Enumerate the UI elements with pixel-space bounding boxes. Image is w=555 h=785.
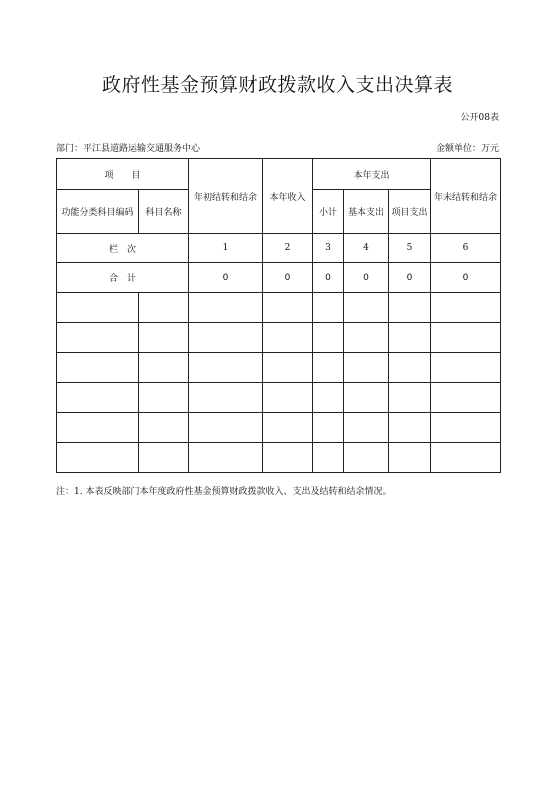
total-value: 0 bbox=[389, 263, 431, 293]
empty-cell bbox=[263, 413, 313, 443]
empty-cell bbox=[189, 353, 263, 383]
empty-cell bbox=[389, 323, 431, 353]
empty-cell bbox=[313, 383, 344, 413]
header-subject-name: 科目名称 bbox=[139, 190, 189, 234]
empty-row bbox=[57, 353, 501, 383]
empty-cell bbox=[431, 383, 501, 413]
empty-cell bbox=[263, 323, 313, 353]
empty-cell bbox=[389, 413, 431, 443]
empty-cell bbox=[139, 323, 189, 353]
empty-cell bbox=[431, 413, 501, 443]
empty-cell bbox=[389, 443, 431, 473]
header-subtotal: 小计 bbox=[313, 190, 344, 234]
form-code: 公开08表 bbox=[460, 113, 499, 123]
empty-cell bbox=[389, 383, 431, 413]
empty-cell bbox=[344, 323, 389, 353]
empty-cell bbox=[57, 353, 139, 383]
total-value: 0 bbox=[344, 263, 389, 293]
empty-cell bbox=[57, 383, 139, 413]
empty-row bbox=[57, 383, 501, 413]
empty-cell bbox=[344, 443, 389, 473]
total-value: 0 bbox=[263, 263, 313, 293]
empty-cell bbox=[344, 383, 389, 413]
empty-cell bbox=[431, 353, 501, 383]
column-number: 2 bbox=[263, 234, 313, 263]
empty-cell bbox=[313, 443, 344, 473]
empty-row bbox=[57, 413, 501, 443]
column-number-row bbox=[57, 234, 501, 263]
empty-cell bbox=[139, 353, 189, 383]
empty-cell bbox=[263, 293, 313, 323]
empty-cell bbox=[139, 293, 189, 323]
header-basic-expense: 基本支出 bbox=[344, 190, 389, 234]
empty-cell bbox=[57, 323, 139, 353]
total-row bbox=[57, 263, 501, 293]
column-number: 4 bbox=[344, 234, 389, 263]
empty-cell bbox=[139, 413, 189, 443]
header-row-1 bbox=[57, 159, 501, 190]
header-current-expense: 本年支出 bbox=[313, 159, 431, 190]
empty-cell bbox=[389, 293, 431, 323]
empty-cell bbox=[344, 353, 389, 383]
empty-cell bbox=[189, 413, 263, 443]
empty-cell bbox=[313, 323, 344, 353]
empty-cell bbox=[431, 323, 501, 353]
empty-cell bbox=[57, 413, 139, 443]
total-value: 0 bbox=[313, 263, 344, 293]
total-label: 合 计 bbox=[57, 263, 189, 293]
empty-cell bbox=[313, 353, 344, 383]
footnote: 注：1. 本表反映部门本年度政府性基金预算财政拨款收入、支出及结转和结余情况。 bbox=[56, 487, 392, 497]
empty-cell bbox=[263, 353, 313, 383]
header-opening-balance: 年初结转和结余 bbox=[189, 159, 263, 234]
empty-cell bbox=[189, 323, 263, 353]
empty-cell bbox=[139, 443, 189, 473]
department-label: 部门：平江县道路运输交通服务中心 bbox=[56, 144, 201, 154]
empty-row bbox=[57, 323, 501, 353]
total-value: 0 bbox=[431, 263, 501, 293]
empty-cell bbox=[313, 293, 344, 323]
empty-cell bbox=[57, 443, 139, 473]
empty-cell bbox=[57, 293, 139, 323]
empty-row bbox=[57, 293, 501, 323]
empty-cell bbox=[263, 443, 313, 473]
empty-cell bbox=[313, 413, 344, 443]
column-number: 5 bbox=[389, 234, 431, 263]
empty-cell bbox=[189, 383, 263, 413]
empty-cell bbox=[344, 413, 389, 443]
header-ending-balance: 年末结转和结余 bbox=[431, 159, 501, 234]
empty-cell bbox=[431, 293, 501, 323]
header-current-income: 本年收入 bbox=[263, 159, 313, 234]
empty-cell bbox=[263, 383, 313, 413]
total-value: 0 bbox=[189, 263, 263, 293]
budget-table bbox=[56, 158, 501, 473]
amount-unit-label: 金额单位：万元 bbox=[435, 144, 499, 154]
column-number: 6 bbox=[431, 234, 501, 263]
empty-cell bbox=[189, 443, 263, 473]
column-number-label: 栏 次 bbox=[57, 234, 189, 263]
empty-cell bbox=[189, 293, 263, 323]
empty-row bbox=[57, 443, 501, 473]
empty-cell bbox=[139, 383, 189, 413]
header-project-expense: 项目支出 bbox=[389, 190, 431, 234]
empty-cell bbox=[344, 293, 389, 323]
column-number: 3 bbox=[313, 234, 344, 263]
page-title: 政府性基金预算财政拨款收入支出决算表 bbox=[101, 74, 453, 96]
empty-cell bbox=[389, 353, 431, 383]
header-project: 项 目 bbox=[57, 159, 189, 190]
column-number: 1 bbox=[189, 234, 263, 263]
header-func-code: 功能分类科目编码 bbox=[57, 190, 139, 234]
empty-cell bbox=[431, 443, 501, 473]
